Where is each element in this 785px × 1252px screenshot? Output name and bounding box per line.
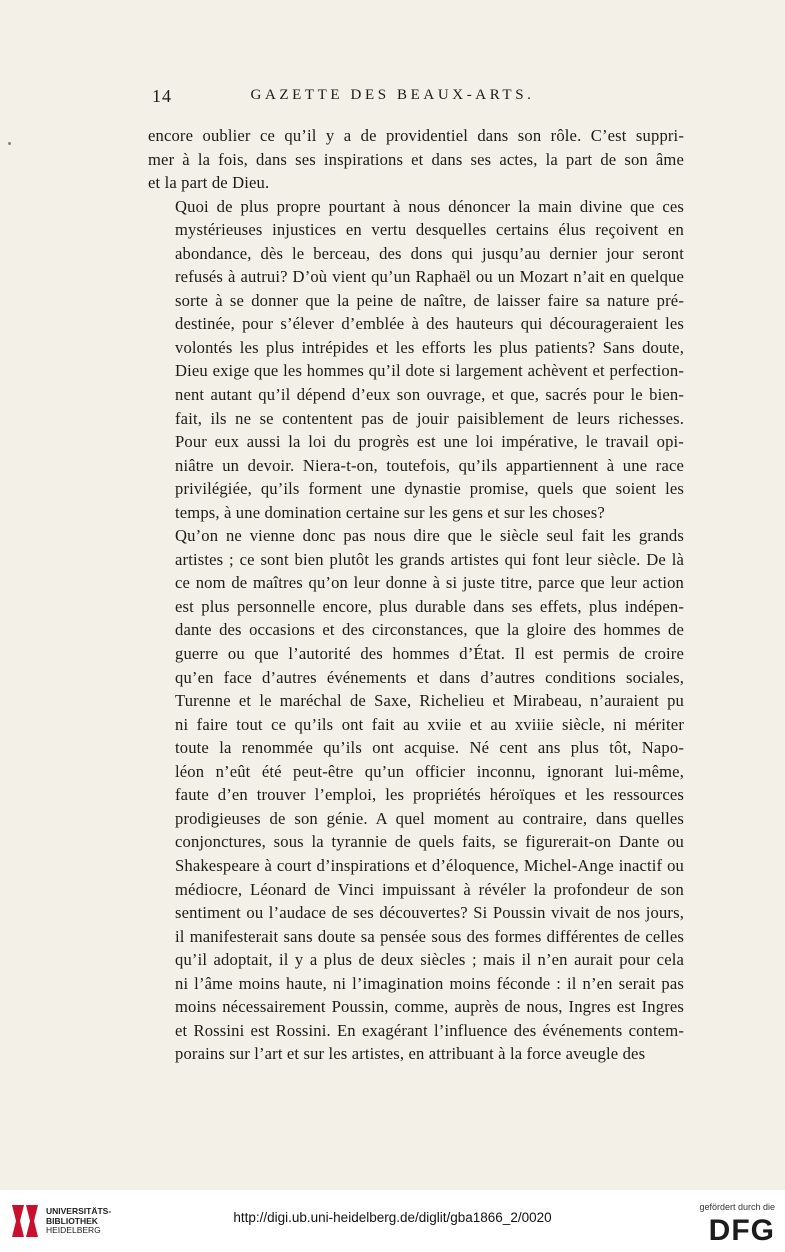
page-number: 14: [152, 86, 172, 106]
body-text: [148, 124, 684, 1066]
text-line: est plus personnelle encore, plus durable dans ses effets, plus indépen-: [175, 596, 684, 616]
funding-caption: gefördert durch die: [699, 1202, 775, 1212]
text-line: volontés les plus intrépides et les efforts les plus patients? Sans doute,: [175, 337, 684, 357]
text-line: il manifesterait sans doute sa pensée sous des formes différentes de celles: [175, 926, 684, 946]
paragraph: [148, 195, 684, 525]
text-line: ni l’âme moins haute, ni l’imagination moins féconde : il n’en serait pas: [175, 973, 684, 993]
text-line: mystérieuses injustices en vertu desquelles certains élus reçoivent en: [175, 220, 684, 240]
digital-copy-link[interactable]: http://digi.ub.uni-heidelberg.de/diglit/gba1866_2/0020: [233, 1210, 552, 1225]
text-line: léon n’eût été peut-être qu’un officier inconnu, ignorant lui-même,: [175, 761, 684, 781]
text-line: dante des occasions et des circonstances, que la gloire des hommes de: [175, 620, 684, 640]
text-line: sentiment ou l’audace de ses découvertes? Si Poussin vivait de nos jours,: [175, 903, 684, 923]
text-line: prodigieuses de son génie. A quel moment au contraire, dans quelles: [175, 808, 684, 828]
margin-speck: [8, 142, 11, 145]
text-line: fait, ils ne se contentent pas de jouir paisiblement de leurs richesses.: [175, 408, 684, 428]
text-line: faute d’en trouver l’emploi, les propriétés héroïques et les ressources: [175, 785, 684, 805]
text-line: refusés à autrui? D’où vient qu’un Raphaël ou un Mozart n’ait en quelque: [175, 267, 684, 287]
text-line: porains sur l’art et sur les artistes, en attribuant à la force aveugle des: [175, 1044, 646, 1064]
text-line: abondance, dès le berceau, des dons qui jusqu’au dernier jour seront: [175, 243, 684, 263]
text-line: Dieu exige que les hommes qu’il dote si largement achèvent et perfection-: [175, 361, 684, 381]
text-line: Pour eux aussi la loi du progrès est une loi impérative, le travail opi-: [175, 432, 684, 452]
text-line: médiocre, Léonard de Vinci impuissant à révéler la profondeur de son: [175, 879, 684, 899]
text-line: et Rossini est Rossini. En exagérant l’influence des événements contem-: [175, 1020, 684, 1040]
footer-bar: [0, 1190, 785, 1252]
text-line: conjonctures, sous la tyrannie de quels faits, se figurerait-on Dante ou: [175, 832, 684, 852]
text-line: ni faire tout ce qu’ils ont fait au xviie et au xviiie siècle, ni mériter: [175, 714, 684, 734]
text-line: privilégiée, qu’ils forment une dynastie promise, quels que soient les: [175, 479, 684, 499]
text-line: artistes ; ce sont bien plutôt les grands artistes qui font leur siècle. De là: [175, 549, 684, 569]
library-name-line: BIBLIOTHEK: [46, 1215, 98, 1226]
page-header: [0, 86, 785, 110]
text-line: mer à la fois, dans ses inspirations et dans ses actes, la part de son âme: [148, 149, 684, 169]
text-line: qu’en face d’autres événements et dans d’autres conditions sociales,: [175, 667, 684, 687]
text-line: encore oublier ce qu’il y a de providentiel dans son rôle. C’est suppri-: [148, 126, 684, 145]
text-line: Turenne et le maréchal de Saxe, Richelieu et Mirabeau, n’auraient pu: [175, 691, 684, 711]
text-line: qu’il adoptait, il y a plus de deux siècles ; mais il n’en aurait pour cela: [175, 950, 684, 970]
text-line: Quoi de plus propre pourtant à nous dénoncer la main divine que ces: [175, 196, 684, 216]
text-line: ce nom de maîtres qu’on leur donne à si juste titre, parce que leur action: [175, 573, 684, 593]
dfg-logo: DFG: [708, 1214, 775, 1247]
text-line: et la part de Dieu.: [148, 173, 270, 193]
running-title: GAZETTE DES BEAUX-ARTS.: [250, 87, 535, 103]
text-line: temps, à une domination certaine sur les gens et sur les choses?: [175, 502, 605, 522]
text-line: niâtre un devoir. Niera-t-on, toutefois, qu’ils appartiennent à une race: [175, 455, 684, 475]
text-line: sorte à se donner que la peine de naître, de laisser faire sa nature pré-: [175, 290, 684, 310]
text-line: Qu’on ne vienne donc pas nous dire que le siècle seul fait les grands: [175, 526, 684, 546]
text-line: nent autant qu’il dépend d’eux son ouvrage, et que, sacrés pour le bien-: [175, 385, 684, 405]
text-line: Shakespeare à court d’inspirations et d’éloquence, Michel-Ange inactif ou: [175, 855, 684, 875]
paragraph: [148, 124, 684, 195]
library-name-line: HEIDELBERG: [46, 1225, 101, 1235]
paragraph: [148, 524, 684, 1066]
text-line: toute la renommée qu’ils ont acquise. Né cent ans plus tôt, Napo-: [175, 738, 684, 758]
text-line: moins nécessairement Poussin, comme, auprès de nous, Ingres est Ingres: [175, 997, 684, 1017]
text-line: destinée, pour s’élever d’emblée à des hauteurs qui décourageraient les: [175, 314, 684, 334]
library-name-line: UNIVERSITÄTS-: [46, 1206, 112, 1216]
text-line: guerre ou que l’autorité des hommes d’État. Il est permis de croire: [175, 644, 684, 664]
